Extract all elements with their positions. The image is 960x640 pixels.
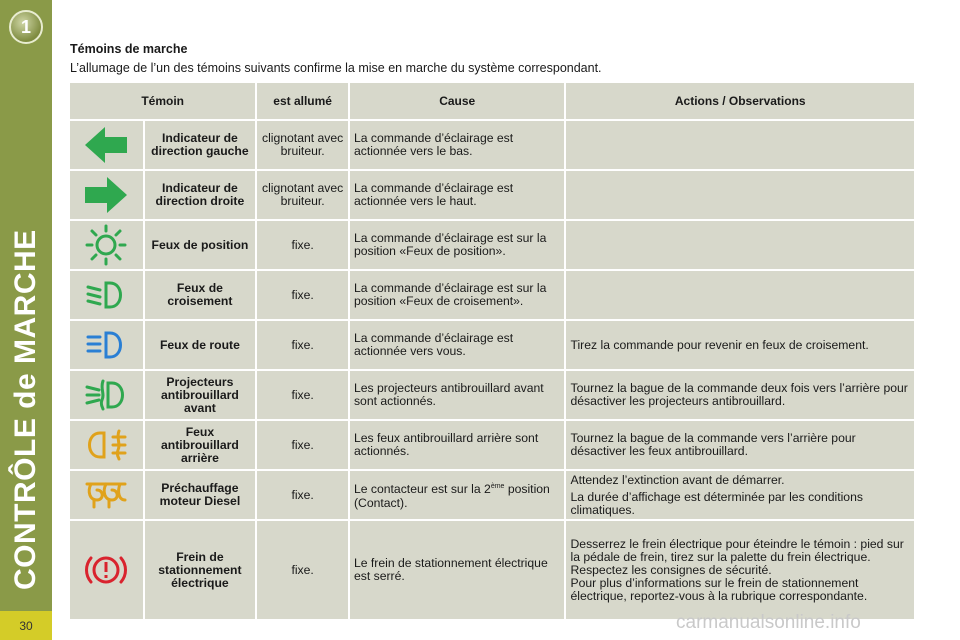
action-text: Respectez les consignes de sécurité. bbox=[570, 562, 772, 577]
cause-text: Les feux antibrouillard arrière sont actionnés. bbox=[350, 421, 565, 469]
section-intro: L’allumage de l’un des témoins suivants confirme la mise en marche du système correspondant. bbox=[70, 61, 602, 75]
action-text: Tournez la bague de la commande deux fois vers l’arrière pour désactiver les projecteurs antibrouillard. bbox=[570, 381, 908, 408]
icon-cell bbox=[70, 421, 143, 469]
header-actions: Actions / Observations bbox=[566, 83, 914, 119]
actions-cell bbox=[566, 371, 914, 419]
lit-state: fixe. bbox=[257, 371, 348, 419]
icon-cell bbox=[70, 321, 143, 369]
warning-light-name: Feux de route bbox=[145, 321, 256, 369]
glow-plug-icon bbox=[84, 480, 128, 510]
actions-cell bbox=[566, 521, 914, 619]
lit-state: fixe. bbox=[257, 221, 348, 269]
lit-state: fixe. bbox=[257, 421, 348, 469]
cause-text: Le frein de stationnement électrique est serré. bbox=[350, 521, 565, 619]
warning-light-name: Feux antibrouillard arrière bbox=[145, 421, 256, 469]
actions-cell bbox=[566, 321, 914, 369]
warning-lights-table bbox=[68, 81, 916, 621]
table-header-row bbox=[70, 83, 914, 119]
table-row bbox=[70, 371, 914, 419]
table-row bbox=[70, 521, 914, 619]
cause-text bbox=[350, 471, 565, 519]
warning-light-name: Feux de position bbox=[145, 221, 256, 269]
position-lights-icon bbox=[84, 224, 128, 266]
chapter-title: CONTRÔLE de MARCHE bbox=[9, 229, 42, 590]
cause-text-post: position (Contact). bbox=[353, 482, 550, 510]
arrow-left-icon bbox=[83, 125, 129, 165]
table-row bbox=[70, 471, 914, 519]
icon-cell bbox=[70, 221, 143, 269]
cause-text: La commande d’éclairage est actionnée vers le bas. bbox=[350, 121, 565, 169]
actions-cell bbox=[566, 421, 914, 469]
lit-state: clignotant avec bruiteur. bbox=[257, 121, 348, 169]
lit-state: fixe. bbox=[257, 471, 348, 519]
lit-state: clignotant avec bruiteur. bbox=[257, 171, 348, 219]
main-beam-icon bbox=[84, 328, 128, 362]
action-text: La durée d’affichage est déterminée par les conditions climatiques. bbox=[570, 489, 863, 517]
warning-light-name: Indicateur de direction gauche bbox=[145, 121, 256, 169]
table-row bbox=[70, 421, 914, 469]
cause-superscript: ème bbox=[490, 483, 505, 491]
table-row bbox=[70, 321, 914, 369]
header-est-allume: est allumé bbox=[257, 83, 348, 119]
lit-state: fixe. bbox=[257, 521, 348, 619]
cause-text-pre: Le contacteur est sur la 2 bbox=[353, 482, 491, 497]
icon-cell bbox=[70, 121, 143, 169]
icon-cell bbox=[70, 371, 143, 419]
cause-text: La commande d’éclairage est sur la position «Feux de croisement». bbox=[350, 271, 565, 319]
chapter-sidebar bbox=[0, 0, 52, 640]
cause-text: La commande d’éclairage est actionnée vers le haut. bbox=[350, 171, 565, 219]
action-text: Desserrez le frein électrique pour éteindre le témoin : pied sur la pédale de frein, tirez sur la palette du frein électrique. bbox=[570, 536, 904, 564]
rear-fog-icon bbox=[84, 428, 128, 462]
arrow-right-icon bbox=[83, 175, 129, 215]
warning-light-name: Préchauffage moteur Diesel bbox=[145, 471, 256, 519]
table-row bbox=[70, 271, 914, 319]
lit-state: fixe. bbox=[257, 271, 348, 319]
header-temoin: Témoin bbox=[70, 83, 255, 119]
icon-cell bbox=[70, 171, 143, 219]
table-row bbox=[70, 221, 914, 269]
header-cause: Cause bbox=[350, 83, 565, 119]
warning-light-name: Frein de stationnement électrique bbox=[145, 521, 256, 619]
action-text: Tirez la commande pour revenir en feux de croisement. bbox=[570, 337, 869, 352]
actions-cell bbox=[566, 471, 914, 519]
watermark: carmanualsonline.info bbox=[676, 612, 861, 633]
actions-cell bbox=[566, 221, 914, 269]
parking-brake-icon bbox=[84, 550, 128, 590]
cause-text: La commande d’éclairage est sur la position «Feux de position». bbox=[350, 221, 565, 269]
chapter-number-badge: 1 bbox=[9, 10, 43, 44]
warning-light-name: Projecteurs antibrouillard avant bbox=[145, 371, 256, 419]
section-title: Témoins de marche bbox=[70, 42, 188, 56]
actions-cell bbox=[566, 121, 914, 169]
actions-cell bbox=[566, 271, 914, 319]
table-row bbox=[70, 121, 914, 169]
cause-text: Les projecteurs antibrouillard avant sont actionnés. bbox=[350, 371, 565, 419]
action-text: Attendez l’extinction avant de démarrer. bbox=[570, 472, 785, 487]
icon-cell bbox=[70, 271, 143, 319]
dipped-beam-icon bbox=[84, 278, 128, 312]
actions-cell bbox=[566, 171, 914, 219]
icon-cell bbox=[70, 471, 143, 519]
front-fog-icon bbox=[84, 378, 128, 412]
page-number: 30 bbox=[0, 611, 52, 640]
action-text: Pour plus d’informations sur le frein de stationnement électrique, reportez-vous à la rubrique correspondante. bbox=[570, 575, 868, 603]
table-row bbox=[70, 171, 914, 219]
lit-state: fixe. bbox=[257, 321, 348, 369]
action-text: Tournez la bague de la commande vers l’arrière pour désactiver les feux antibrouillard. bbox=[570, 431, 856, 458]
warning-light-name: Feux de croisement bbox=[145, 271, 256, 319]
cause-text: La commande d’éclairage est actionnée vers vous. bbox=[350, 321, 565, 369]
icon-cell bbox=[70, 521, 143, 619]
warning-light-name: Indicateur de direction droite bbox=[145, 171, 256, 219]
